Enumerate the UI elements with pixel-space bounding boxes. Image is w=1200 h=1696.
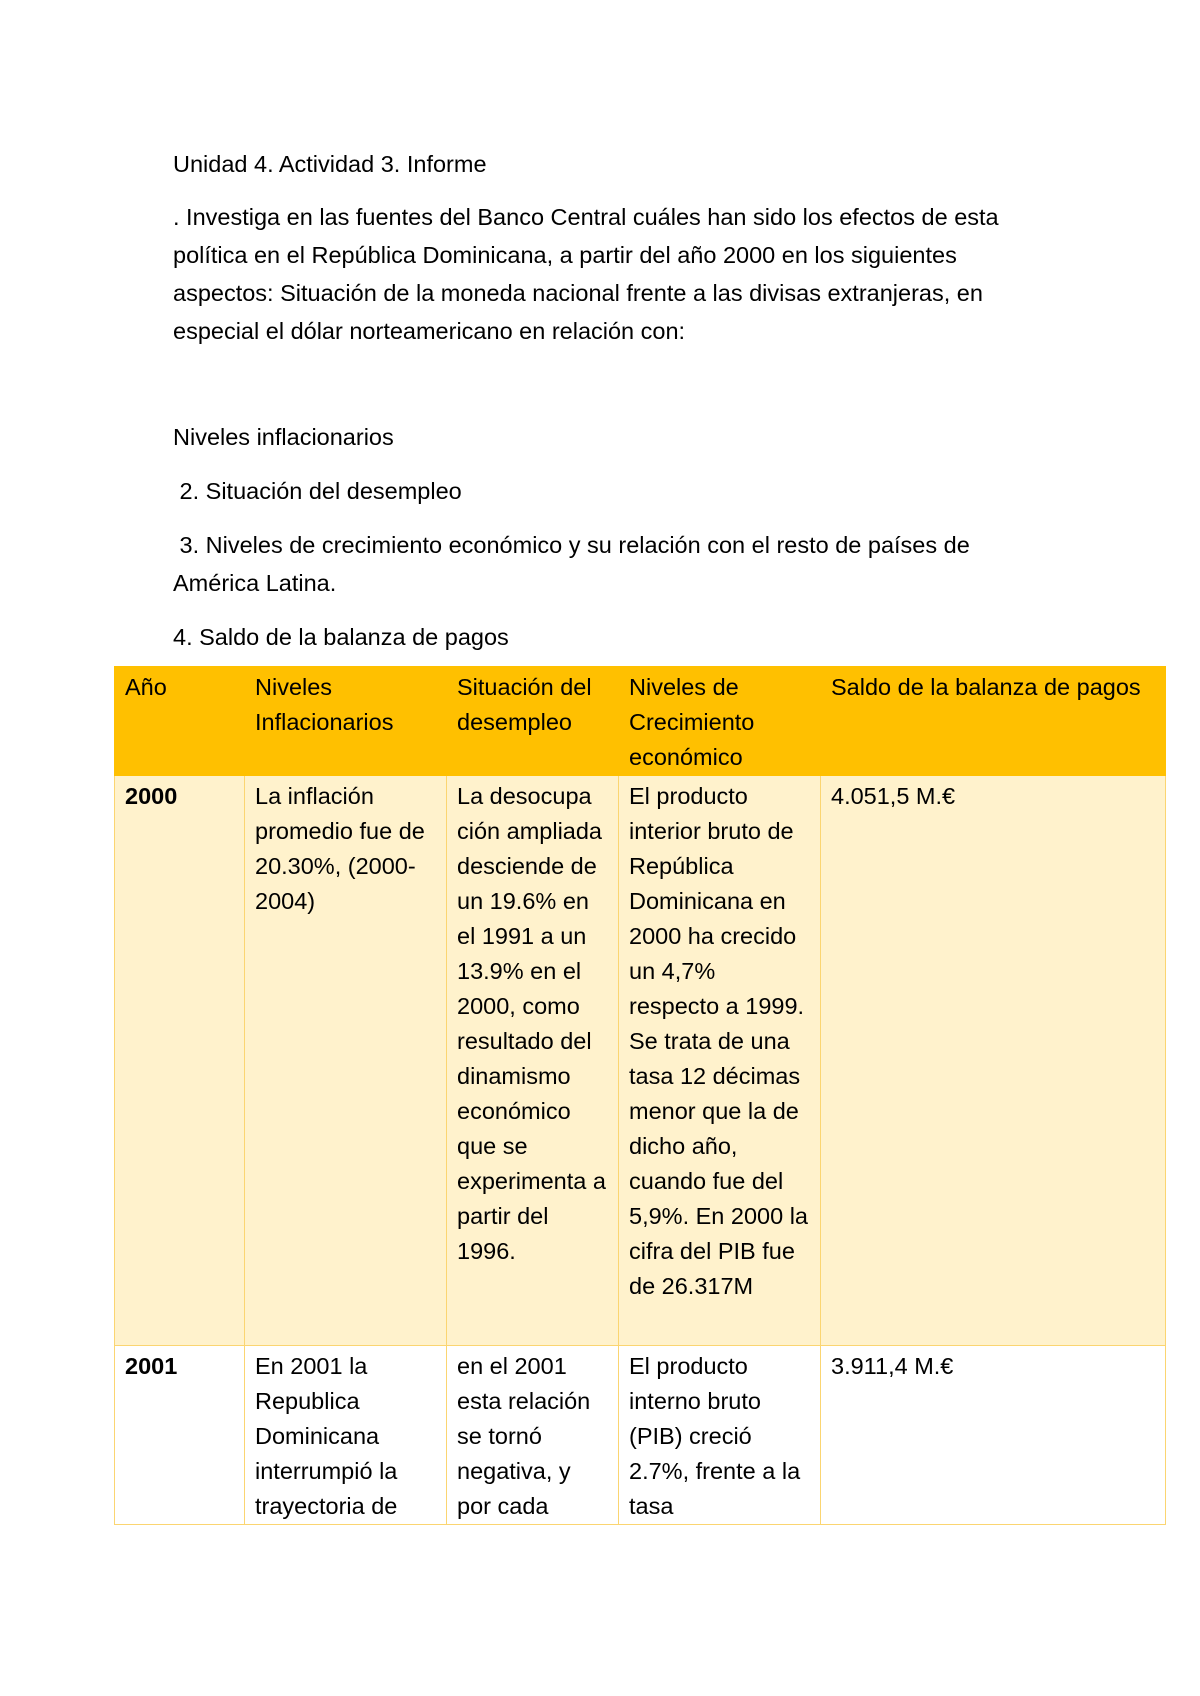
document-title: Unidad 4. Actividad 3. Informe [173,151,487,177]
cell-growth [619,1346,821,1525]
intro-paragraph: . Investiga en las fuentes del Banco Central cuáles han sido los efectos de esta política en el República Dominicana, a partir del año 2000 en los siguientes aspectos: Situación de la moneda nacional frente a las divisas extranjeras, en especial el dólar norteamericano en relación con: [173,204,999,344]
table-header-row [115,667,1166,776]
header-year: Año [115,667,245,776]
cell-growth-text: El producto interno bruto (PIB) creció 2.7%, frente a la tasa [629,1353,801,1519]
table-row [115,776,1166,1346]
list-item-balance: 4. Saldo de la balanza de pagos [173,624,509,650]
cell-growth: El producto interior bruto de República Dominicana en 2000 ha crecido un 4,7% respecto a 1999. Se trata de una tasa 12 décimas menor que la de dicho año, cuando fue del 5,9%. En 2000 la cifra del PIB fue de 26.317M [619,776,821,1346]
table-row [115,1346,1166,1525]
cell-balance [821,1346,1166,1525]
header-balance: Saldo de la balanza de pagos [821,667,1166,776]
cell-year-text: 2001 [125,1353,178,1379]
cell-inflation-text: En 2001 la Republica Dominicana interrumpió la trayectoria de [255,1353,398,1519]
cell-unemployment [447,1346,619,1525]
header-growth: Niveles de Crecimiento económico [619,667,821,776]
economic-data-table [114,666,1166,1525]
cell-year: 2000 [115,776,245,1346]
cell-balance: 4.051,5 M.€ [821,776,1166,1346]
cell-inflation [245,1346,447,1525]
list-item-unemployment: 2. Situación del desempleo [173,478,462,504]
header-inflation: Niveles Inflacionarios [245,667,447,776]
cell-inflation: La inflación promedio fue de 20.30%, (2000- 2004) [245,776,447,1346]
cell-balance-text: 3.911,4 M.€ [831,1353,954,1379]
list-item-inflation: Niveles inflacionarios [173,424,394,450]
cell-year [115,1346,245,1525]
list-item-growth: 3. Niveles de crecimiento económico y su relación con el resto de países de América Latina. [173,532,976,596]
cell-unemployment-text: en el 2001 esta relación se tornó negativa, y por cada [457,1353,591,1519]
header-unemployment: Situación del desempleo [447,667,619,776]
cell-unemployment: La desocupa ción ampliada desciende de un 19.6% en el 1991 a un 13.9% en el 2000, como resultado del dinamismo económico que se experimenta a partir del 1996. [447,776,619,1346]
